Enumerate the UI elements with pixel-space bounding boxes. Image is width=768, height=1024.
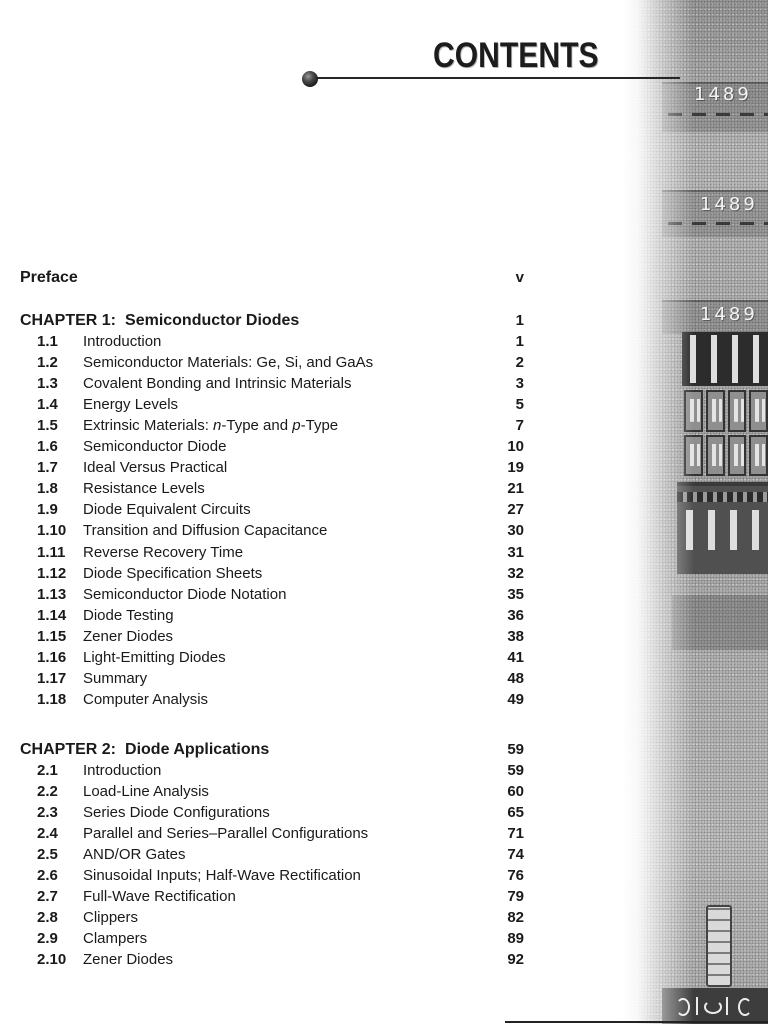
section-title: Introduction — [83, 761, 162, 779]
section-title: Computer Analysis — [83, 691, 209, 709]
grid-cell — [728, 390, 747, 432]
toc-entry — [0, 949, 525, 970]
preface-entry — [0, 267, 525, 288]
page-number: 3 — [515, 374, 524, 392]
toc-entry — [0, 760, 525, 781]
section-title: Energy Levels — [83, 395, 179, 413]
toc-entry — [0, 373, 525, 394]
section-number: 2.4 — [37, 824, 58, 842]
page-number: 60 — [507, 782, 524, 800]
section-number: 2.6 — [37, 867, 58, 885]
toc-entry — [0, 478, 525, 499]
toc-entry — [0, 928, 525, 949]
resistor-component — [706, 905, 732, 987]
section-number: 2.1 — [37, 761, 58, 779]
toc-entry — [0, 605, 525, 626]
page-number: 32 — [507, 564, 524, 582]
page-number: 92 — [507, 951, 524, 969]
page-title: CONTENTS — [433, 36, 599, 75]
photo-fade-edge — [622, 0, 694, 1024]
page-number: 74 — [507, 845, 524, 863]
toc-entry — [0, 394, 525, 415]
toc-entry — [0, 563, 525, 584]
page-number: 35 — [507, 585, 524, 603]
page-number: 21 — [507, 480, 524, 498]
grid-cell — [749, 435, 768, 477]
page-number: 7 — [515, 416, 524, 434]
toc-entry — [0, 823, 525, 844]
bullet-dot-icon — [302, 71, 318, 87]
page-number: 27 — [507, 501, 524, 519]
section-title: Diode Equivalent Circuits — [83, 501, 251, 519]
section-title-part: Extrinsic Materials: — [83, 416, 214, 434]
toc-entry — [0, 647, 525, 668]
page-number: 38 — [507, 627, 524, 645]
section-title: Semiconductor Diode — [83, 438, 227, 456]
ic-pin-block — [682, 332, 768, 386]
page-number: 76 — [507, 867, 524, 885]
toc-entry — [0, 802, 525, 823]
circuit-board-photo — [622, 0, 768, 1024]
section-number: 2.2 — [37, 782, 58, 800]
section-number: 1.10 — [37, 522, 67, 540]
marking-glyph — [696, 997, 698, 1015]
section-title: Semiconductor Diode Notation — [83, 585, 287, 603]
page-number: 1 — [515, 332, 524, 350]
chapter-heading — [0, 310, 525, 331]
section-number: 2.3 — [37, 803, 58, 821]
section-title: Resistance Levels — [83, 480, 205, 498]
section-number: 1.17 — [37, 670, 67, 688]
section-number: 1.3 — [37, 374, 58, 392]
section-number: 1.14 — [37, 606, 67, 624]
toc-entry — [0, 457, 525, 478]
title-rule — [316, 77, 680, 79]
section-number: 1.18 — [37, 691, 67, 709]
section-title: Clampers — [83, 930, 148, 948]
section-number: 2.10 — [37, 951, 67, 969]
section-title — [83, 415, 338, 436]
section-title: Covalent Bonding and Intrinsic Materials — [83, 374, 352, 392]
toc-entry — [0, 415, 525, 436]
chapter-label: CHAPTER 2: — [20, 740, 117, 758]
section-title-italic: p — [292, 416, 301, 434]
page-number: 19 — [507, 459, 524, 477]
section-number: 1.8 — [37, 480, 58, 498]
section-title: Load-Line Analysis — [83, 782, 209, 800]
marking-glyph — [738, 998, 752, 1016]
section-title: Clippers — [83, 909, 139, 927]
section-title: AND/OR Gates — [83, 845, 186, 863]
page-number: 65 — [507, 803, 524, 821]
toc-entry — [0, 689, 525, 710]
toc-entry — [0, 542, 525, 563]
grid-cell — [728, 435, 747, 477]
section-number: 1.1 — [37, 332, 58, 350]
section-number: 1.5 — [37, 416, 58, 434]
toc-entry — [0, 520, 525, 541]
toc-entry — [0, 436, 525, 457]
section-number: 2.5 — [37, 845, 58, 863]
page-number: 2 — [515, 353, 524, 371]
chapter-2 — [0, 739, 525, 971]
page-number: 1 — [515, 311, 524, 329]
section-number: 1.6 — [37, 438, 58, 456]
section-number: 2.8 — [37, 909, 58, 927]
toc-entry — [0, 865, 525, 886]
page-number: 79 — [507, 888, 524, 906]
bottom-rule — [505, 1021, 768, 1023]
page-number: 48 — [507, 670, 524, 688]
section-title: Zener Diodes — [83, 627, 174, 645]
chip-1-label: 1489 — [694, 84, 752, 105]
chapter-heading-text — [20, 739, 269, 760]
page-number: 59 — [507, 761, 524, 779]
page-number: 36 — [507, 606, 524, 624]
toc-entry — [0, 499, 525, 520]
toc-entry — [0, 584, 525, 605]
section-number: 1.13 — [37, 585, 67, 603]
chapter-heading-text — [20, 310, 299, 331]
section-title: Reverse Recovery Time — [83, 543, 244, 561]
page-number: 30 — [507, 522, 524, 540]
section-title: Transition and Diffusion Capacitance — [83, 522, 328, 540]
section-number: 1.7 — [37, 459, 58, 477]
section-title-part: -Type — [300, 416, 339, 434]
marking-glyph — [704, 1000, 722, 1014]
section-number: 1.2 — [37, 353, 58, 371]
chapter-label: CHAPTER 1: — [20, 311, 117, 329]
page-number: 82 — [507, 909, 524, 927]
section-title: Summary — [83, 670, 148, 688]
page-number: 49 — [507, 691, 524, 709]
component-grid — [684, 390, 768, 476]
page-number: 31 — [507, 543, 524, 561]
chip-3-label: 1489 — [700, 304, 758, 325]
section-title: Ideal Versus Practical — [83, 459, 228, 477]
grid-cell — [706, 390, 725, 432]
section-title-italic: n — [213, 416, 222, 434]
section-title: Light-Emitting Diodes — [83, 649, 226, 666]
section-number: 1.12 — [37, 564, 67, 582]
chapter-title: Diode Applications — [125, 740, 270, 758]
toc-entry — [0, 331, 525, 352]
page-number: 89 — [507, 930, 524, 948]
section-title: Diode Testing — [83, 606, 174, 624]
page-number: 59 — [507, 740, 524, 758]
section-number: 1.16 — [37, 649, 67, 666]
page-number: 41 — [507, 649, 524, 666]
chapter-title: Semiconductor Diodes — [125, 311, 300, 329]
section-title: Full-Wave Rectification — [83, 888, 236, 906]
grid-cell — [706, 435, 725, 477]
section-title: Diode Specification Sheets — [83, 564, 263, 582]
chapter-1 — [0, 310, 525, 711]
toc-entry — [0, 668, 525, 689]
section-title: Parallel and Series–Parallel Configurations — [83, 824, 369, 842]
toc-entry — [0, 626, 525, 647]
toc-entry — [0, 886, 525, 907]
toc-entry — [0, 844, 525, 865]
section-number: 2.9 — [37, 930, 58, 948]
section-title-part: -Type and — [221, 416, 293, 434]
section-title: Zener Diodes — [83, 951, 174, 969]
toc-entry — [0, 781, 525, 802]
section-title: Semiconductor Materials: Ge, Si, and GaAs — [83, 353, 374, 371]
toc-entry — [0, 352, 525, 373]
section-number: 2.7 — [37, 888, 58, 906]
chapter-heading — [0, 739, 525, 760]
section-title: Sinusoidal Inputs; Half-Wave Rectification — [83, 867, 361, 885]
section-number: 1.15 — [37, 627, 67, 645]
section-number: 1.9 — [37, 501, 58, 519]
page-number: 10 — [507, 438, 524, 456]
preface-label: Preface — [20, 269, 78, 286]
section-number: 1.11 — [37, 543, 66, 561]
section-number: 1.4 — [37, 395, 58, 413]
section-title: Introduction — [83, 332, 162, 350]
toc-entry — [0, 907, 525, 928]
grid-cell — [749, 390, 768, 432]
page-number: 5 — [515, 395, 524, 413]
section-title: Series Diode Configurations — [83, 803, 270, 821]
page-number: v — [515, 269, 524, 286]
marking-glyph — [726, 997, 728, 1015]
chip-2-label: 1489 — [700, 194, 758, 215]
page-number: 71 — [507, 824, 524, 842]
